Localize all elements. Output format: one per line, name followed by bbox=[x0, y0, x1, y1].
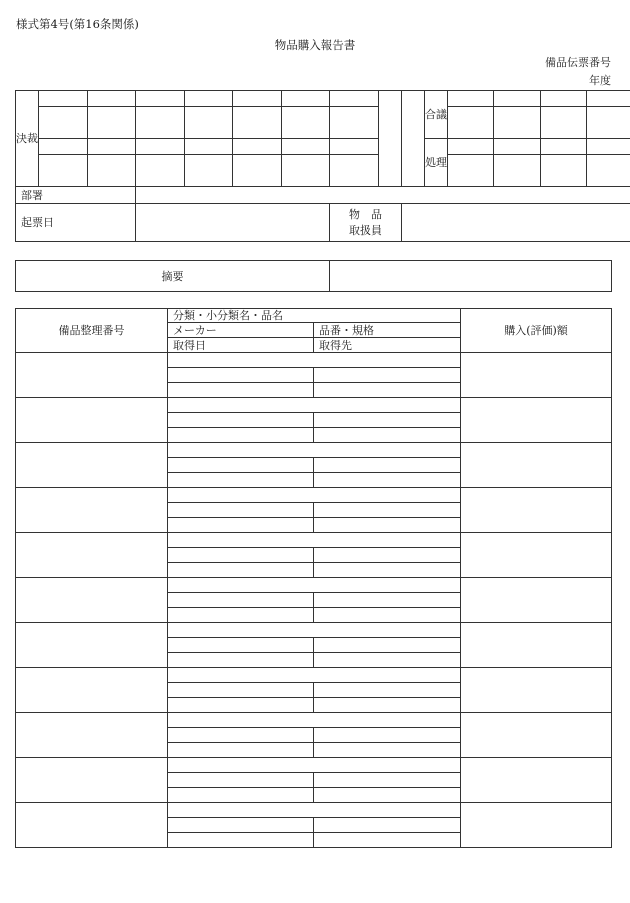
category-header: 分類・小分類名・品名 bbox=[168, 309, 461, 323]
approval-table bbox=[15, 90, 630, 242]
amount-field[interactable] bbox=[461, 353, 612, 398]
category-field[interactable] bbox=[168, 353, 461, 368]
kessai-cell[interactable] bbox=[88, 139, 136, 155]
category-field[interactable] bbox=[168, 398, 461, 413]
department-label: 部署 bbox=[16, 187, 136, 204]
equipment-number-field[interactable] bbox=[16, 668, 168, 713]
kessai-cell[interactable] bbox=[88, 155, 136, 187]
category-field[interactable] bbox=[168, 488, 461, 503]
equipment-number-field[interactable] bbox=[16, 758, 168, 803]
table-row bbox=[16, 443, 612, 458]
kessai-cell[interactable] bbox=[233, 155, 282, 187]
acquired-from-header: 取得先 bbox=[314, 338, 461, 353]
kessai-cell[interactable] bbox=[185, 107, 233, 139]
amount-field[interactable] bbox=[461, 533, 612, 578]
model-field[interactable] bbox=[314, 638, 461, 653]
kessai-cell[interactable] bbox=[233, 107, 282, 139]
handler-label bbox=[330, 204, 402, 242]
maker-field[interactable] bbox=[168, 638, 314, 653]
spacer-cell bbox=[379, 91, 402, 187]
gougi-cell[interactable] bbox=[587, 107, 630, 139]
table-row bbox=[16, 488, 612, 503]
acquired-date-field[interactable] bbox=[168, 833, 314, 848]
amount-field[interactable] bbox=[461, 668, 612, 713]
acquired-date-field[interactable] bbox=[168, 473, 314, 488]
equipment-number-field[interactable] bbox=[16, 533, 168, 578]
table-row bbox=[16, 668, 612, 683]
model-field[interactable] bbox=[314, 818, 461, 833]
acquired-date-field[interactable] bbox=[168, 428, 314, 443]
kessai-cell[interactable] bbox=[39, 91, 88, 107]
table-row bbox=[16, 578, 612, 593]
gougi-cell[interactable] bbox=[494, 91, 541, 107]
slip-number-label: 備品伝票番号 bbox=[545, 56, 611, 69]
summary-label: 摘要 bbox=[16, 261, 330, 292]
items-table bbox=[15, 308, 612, 848]
model-field[interactable] bbox=[314, 368, 461, 383]
amount-field[interactable] bbox=[461, 623, 612, 668]
kessai-cell[interactable] bbox=[185, 91, 233, 107]
model-field[interactable] bbox=[314, 773, 461, 788]
department-field[interactable] bbox=[136, 187, 630, 204]
shori-cell[interactable] bbox=[541, 139, 587, 155]
table-row bbox=[16, 758, 612, 773]
category-field[interactable] bbox=[168, 668, 461, 683]
handler-field[interactable] bbox=[402, 204, 630, 242]
category-field[interactable] bbox=[168, 713, 461, 728]
acquired-from-field[interactable] bbox=[314, 698, 461, 713]
kessai-label: 決裁 bbox=[16, 91, 39, 187]
kessai-cell[interactable] bbox=[136, 91, 185, 107]
acquired-date-field[interactable] bbox=[168, 788, 314, 803]
equipment-number-header: 備品整理番号 bbox=[16, 309, 168, 353]
kessai-cell[interactable] bbox=[282, 91, 330, 107]
acquired-date-field[interactable] bbox=[168, 653, 314, 668]
acquired-date-field[interactable] bbox=[168, 608, 314, 623]
gougi-cell[interactable] bbox=[494, 107, 541, 139]
kessai-cell[interactable] bbox=[330, 107, 379, 139]
amount-field[interactable] bbox=[461, 758, 612, 803]
acquired-from-field[interactable] bbox=[314, 518, 461, 533]
amount-header: 購入(評価)額 bbox=[461, 309, 612, 353]
model-header: 品番・規格 bbox=[314, 323, 461, 338]
equipment-number-field[interactable] bbox=[16, 578, 168, 623]
summary-field[interactable] bbox=[330, 261, 612, 292]
kessai-cell[interactable] bbox=[233, 91, 282, 107]
model-field[interactable] bbox=[314, 593, 461, 608]
kessai-cell[interactable] bbox=[330, 139, 379, 155]
kessai-cell[interactable] bbox=[330, 91, 379, 107]
shori-cell[interactable] bbox=[494, 155, 541, 187]
maker-field[interactable] bbox=[168, 548, 314, 563]
model-field[interactable] bbox=[314, 548, 461, 563]
kessai-cell[interactable] bbox=[39, 155, 88, 187]
page-title: 物品購入報告書 bbox=[274, 38, 356, 52]
kessai-cell[interactable] bbox=[330, 155, 379, 187]
maker-field[interactable] bbox=[168, 683, 314, 698]
acquired-from-field[interactable] bbox=[314, 473, 461, 488]
amount-field[interactable] bbox=[461, 713, 612, 758]
model-field[interactable] bbox=[314, 503, 461, 518]
shori-cell[interactable] bbox=[541, 155, 587, 187]
acquired-from-field[interactable] bbox=[314, 743, 461, 758]
gougi-label: 合議 bbox=[425, 91, 448, 139]
acquired-date-field[interactable] bbox=[168, 518, 314, 533]
amount-field[interactable] bbox=[461, 488, 612, 533]
acquired-from-field[interactable] bbox=[314, 608, 461, 623]
gougi-cell[interactable] bbox=[448, 107, 494, 139]
model-field[interactable] bbox=[314, 413, 461, 428]
kessai-cell[interactable] bbox=[136, 139, 185, 155]
shori-cell[interactable] bbox=[587, 139, 630, 155]
model-field[interactable] bbox=[314, 458, 461, 473]
table-row bbox=[16, 623, 612, 638]
equipment-number-field[interactable] bbox=[16, 398, 168, 443]
category-field[interactable] bbox=[168, 803, 461, 818]
amount-field[interactable] bbox=[461, 398, 612, 443]
model-field[interactable] bbox=[314, 683, 461, 698]
equipment-number-field[interactable] bbox=[16, 443, 168, 488]
category-field[interactable] bbox=[168, 758, 461, 773]
amount-field[interactable] bbox=[461, 443, 612, 488]
maker-field[interactable] bbox=[168, 728, 314, 743]
issue-date-field[interactable] bbox=[136, 204, 330, 242]
handler-label-line2: 取扱員 bbox=[349, 223, 382, 237]
issue-date-label: 起票日 bbox=[16, 204, 136, 242]
category-field[interactable] bbox=[168, 578, 461, 593]
table-row bbox=[16, 398, 612, 413]
shori-cell[interactable] bbox=[494, 139, 541, 155]
spacer-cell bbox=[402, 91, 425, 187]
maker-field[interactable] bbox=[168, 773, 314, 788]
acquired-date-field[interactable] bbox=[168, 563, 314, 578]
acquired-date-field[interactable] bbox=[168, 698, 314, 713]
kessai-cell[interactable] bbox=[136, 107, 185, 139]
summary-table bbox=[15, 260, 612, 292]
equipment-number-field[interactable] bbox=[16, 803, 168, 848]
maker-field[interactable] bbox=[168, 368, 314, 383]
kessai-cell[interactable] bbox=[282, 155, 330, 187]
kessai-cell[interactable] bbox=[39, 139, 88, 155]
table-row bbox=[16, 353, 612, 368]
kessai-cell[interactable] bbox=[282, 107, 330, 139]
acquired-from-field[interactable] bbox=[314, 653, 461, 668]
handler-label-line1: 物 品 bbox=[349, 207, 382, 221]
table-row bbox=[16, 533, 612, 548]
model-field[interactable] bbox=[314, 728, 461, 743]
amount-field[interactable] bbox=[461, 803, 612, 848]
maker-field[interactable] bbox=[168, 593, 314, 608]
maker-header: メーカー bbox=[168, 323, 314, 338]
year-label: 年度 bbox=[589, 74, 611, 87]
kessai-cell[interactable] bbox=[39, 107, 88, 139]
acquired-date-field[interactable] bbox=[168, 383, 314, 398]
equipment-number-field[interactable] bbox=[16, 623, 168, 668]
equipment-number-field[interactable] bbox=[16, 488, 168, 533]
maker-field[interactable] bbox=[168, 413, 314, 428]
acquired-from-field[interactable] bbox=[314, 788, 461, 803]
table-row bbox=[16, 803, 612, 818]
kessai-cell[interactable] bbox=[185, 155, 233, 187]
table-row bbox=[16, 713, 612, 728]
kessai-cell[interactable] bbox=[233, 139, 282, 155]
shori-cell[interactable] bbox=[587, 155, 630, 187]
kessai-cell[interactable] bbox=[185, 139, 233, 155]
gougi-cell[interactable] bbox=[541, 91, 587, 107]
equipment-number-field[interactable] bbox=[16, 713, 168, 758]
shori-label: 処理 bbox=[425, 139, 448, 187]
acquired-from-field[interactable] bbox=[314, 833, 461, 848]
gougi-cell[interactable] bbox=[541, 107, 587, 139]
equipment-number-field[interactable] bbox=[16, 353, 168, 398]
kessai-cell[interactable] bbox=[88, 91, 136, 107]
kessai-cell[interactable] bbox=[136, 155, 185, 187]
kessai-cell[interactable] bbox=[88, 107, 136, 139]
category-field[interactable] bbox=[168, 533, 461, 548]
maker-field[interactable] bbox=[168, 503, 314, 518]
gougi-cell[interactable] bbox=[587, 91, 630, 107]
acquired-date-header: 取得日 bbox=[168, 338, 314, 353]
category-field[interactable] bbox=[168, 443, 461, 458]
acquired-date-field[interactable] bbox=[168, 743, 314, 758]
gougi-cell[interactable] bbox=[448, 91, 494, 107]
maker-field[interactable] bbox=[168, 818, 314, 833]
form-code: 様式第4号(第16条関係) bbox=[16, 17, 139, 31]
kessai-cell[interactable] bbox=[282, 139, 330, 155]
shori-cell[interactable] bbox=[448, 155, 494, 187]
acquired-from-field[interactable] bbox=[314, 563, 461, 578]
maker-field[interactable] bbox=[168, 458, 314, 473]
acquired-from-field[interactable] bbox=[314, 383, 461, 398]
category-field[interactable] bbox=[168, 623, 461, 638]
amount-field[interactable] bbox=[461, 578, 612, 623]
shori-cell[interactable] bbox=[448, 139, 494, 155]
acquired-from-field[interactable] bbox=[314, 428, 461, 443]
